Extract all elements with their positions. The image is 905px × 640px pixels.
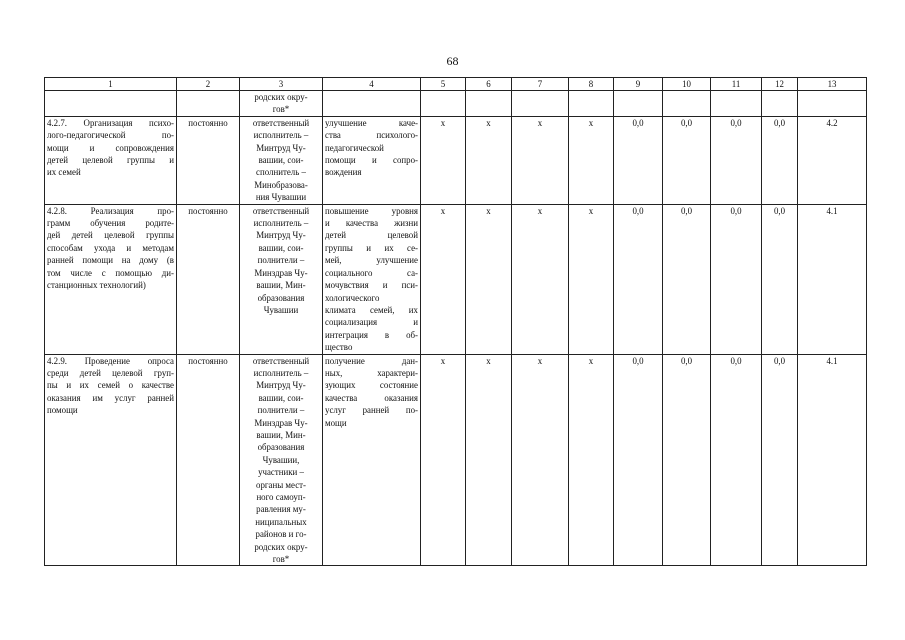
text-line: исполнитель – xyxy=(253,218,309,229)
column-number-10: 10 xyxy=(663,78,711,91)
text-line: интеграция в об- xyxy=(325,329,418,340)
text-line: среди детей целевой груп- xyxy=(47,367,174,378)
cell-col-2: постоянно xyxy=(177,204,240,354)
text-line: получение дан- xyxy=(325,355,418,366)
cont-cell-7 xyxy=(512,91,569,117)
cell-col-9: 0,0 xyxy=(614,116,663,204)
table-row xyxy=(45,116,867,204)
column-number-8: 8 xyxy=(569,78,614,91)
text-line: ного самоуп- xyxy=(256,492,306,502)
cell-col-12: 0,0 xyxy=(762,204,798,354)
text-line: 4.2.9. Проведение опроса xyxy=(47,355,174,366)
text-line: ных, характери- xyxy=(325,367,418,378)
text-line: ства психолого- xyxy=(325,130,418,141)
text-line: 4.2.8. Реализация про- xyxy=(47,205,174,216)
text-line: вашии, сои- xyxy=(258,155,304,166)
text-line: оказания им услуг ранней xyxy=(47,392,174,403)
cell-col-10: 0,0 xyxy=(663,354,711,566)
text-line: социализация и xyxy=(325,317,418,328)
text-line: хологического xyxy=(325,292,380,303)
cont-cell-12 xyxy=(762,91,798,117)
text-line: вашии, сои- xyxy=(258,242,304,253)
cell-col-8: x xyxy=(569,204,614,354)
text-line: Минздрав Чу- xyxy=(254,267,308,278)
text-line: полнители – xyxy=(257,405,305,416)
text-line: ния Чувашии xyxy=(255,192,307,203)
cont-cell-3 xyxy=(240,91,323,117)
text-line: социального са- xyxy=(325,267,418,278)
text-line: Чувашии, xyxy=(262,454,300,465)
text-line: улучшение каче- xyxy=(325,117,418,128)
cell-col-9: 0,0 xyxy=(614,354,663,566)
cell-col-12: 0,0 xyxy=(762,354,798,566)
column-number-2: 2 xyxy=(177,78,240,91)
text-line: Минтруд Чу- xyxy=(256,142,306,153)
cell-col-4 xyxy=(323,204,421,354)
text-line: услуг ранней по- xyxy=(325,405,418,416)
text-line: органы мест- xyxy=(256,479,306,490)
text-line: том числе с помощью ди- xyxy=(47,267,174,278)
text-line: полнители – xyxy=(257,255,305,266)
text-line: равления му- xyxy=(256,504,306,515)
cont-cell-9 xyxy=(614,91,663,117)
text-line: станционных технологий) xyxy=(47,280,146,291)
page-number: 68 xyxy=(446,54,459,68)
text-line: исполнитель – xyxy=(253,130,309,141)
text-line: качества оказания xyxy=(325,392,418,403)
text-line: 4.2.7. Организация психо- xyxy=(47,117,174,128)
text-line: помощи и сопро- xyxy=(325,155,418,166)
text-line: климата семей, их xyxy=(325,304,418,315)
text-line: Минобразова- xyxy=(254,179,308,190)
cont-cell-5 xyxy=(421,91,466,117)
cell-col-4 xyxy=(323,354,421,566)
cell-col-2: постоянно xyxy=(177,116,240,204)
cell-col-7: x xyxy=(512,204,569,354)
cell-col-1 xyxy=(45,204,177,354)
cell-col-1 xyxy=(45,116,177,204)
text-line: и качества жизни xyxy=(325,218,418,229)
text-line: повышение уровня xyxy=(325,205,418,216)
text-line: грамм обучения родите- xyxy=(47,218,174,229)
cell-col-3 xyxy=(240,204,323,354)
cell-col-6: x xyxy=(466,116,512,204)
column-number-7: 7 xyxy=(512,78,569,91)
program-table xyxy=(44,77,867,566)
column-number-5: 5 xyxy=(421,78,466,91)
text-line: родских окру- xyxy=(254,92,308,102)
text-line: их семей xyxy=(47,167,81,178)
cell-col-1 xyxy=(45,354,177,566)
text-line: мочувствия и пси- xyxy=(325,280,418,291)
text-line: Минтруд Чу- xyxy=(256,380,306,391)
cont-cell-8 xyxy=(569,91,614,117)
continuation-row xyxy=(45,91,867,117)
text-line: вашии, Мин- xyxy=(256,280,306,291)
cell-col-2: постоянно xyxy=(177,354,240,566)
text-line: родских окру- xyxy=(254,541,308,552)
cell-col-13: 4.2 xyxy=(798,116,867,204)
cell-col-9: 0,0 xyxy=(614,204,663,354)
cont-cell-6 xyxy=(466,91,512,117)
cell-col-6: x xyxy=(466,204,512,354)
text-line: детей целевой xyxy=(325,230,418,241)
table-row xyxy=(45,204,867,354)
cell-col-10: 0,0 xyxy=(663,116,711,204)
cell-col-7: x xyxy=(512,354,569,566)
text-line: исполнитель – xyxy=(253,367,309,378)
cont-cell-13 xyxy=(798,91,867,117)
cell-col-11: 0,0 xyxy=(711,116,762,204)
text-line: районов и го- xyxy=(255,529,307,540)
text-line: ответственный xyxy=(252,117,310,128)
cont-cell-10 xyxy=(663,91,711,117)
column-number-9: 9 xyxy=(614,78,663,91)
cell-col-8: x xyxy=(569,354,614,566)
text-line: ответственный xyxy=(252,205,310,216)
text-line: мощи xyxy=(325,417,347,428)
text-line: гов* xyxy=(272,554,290,565)
text-line: ранней помощи на дому (в xyxy=(47,255,174,266)
text-line: щество xyxy=(325,342,353,353)
text-line: пы и их семей о качестве xyxy=(47,380,174,391)
cell-col-11: 0,0 xyxy=(711,204,762,354)
cell-col-8: x xyxy=(569,116,614,204)
text-line: Минтруд Чу- xyxy=(256,230,306,241)
cell-col-10: 0,0 xyxy=(663,204,711,354)
text-line: детей целевой группы и xyxy=(47,155,174,166)
cont-cell-4 xyxy=(323,91,421,117)
cell-col-3 xyxy=(240,354,323,566)
cell-col-3 xyxy=(240,116,323,204)
column-number-3: 3 xyxy=(240,78,323,91)
cont-cell-1 xyxy=(45,91,177,117)
text-line: педагогической xyxy=(325,142,384,153)
text-line: образования xyxy=(257,442,305,453)
cell-col-5: x xyxy=(421,204,466,354)
text-line: вашии, Мин- xyxy=(256,429,306,440)
cell-col-13: 4.1 xyxy=(798,204,867,354)
text-line: ответственный xyxy=(252,355,310,366)
cell-col-6: x xyxy=(466,354,512,566)
text-line: зующих состояние xyxy=(325,380,418,391)
text-line: группы и их се- xyxy=(325,242,418,253)
text-line: гов* xyxy=(272,104,290,115)
cell-col-7: x xyxy=(512,116,569,204)
cell-col-12: 0,0 xyxy=(762,116,798,204)
column-number-row xyxy=(45,78,867,91)
text-line: образования xyxy=(257,292,305,303)
cell-col-5: x xyxy=(421,116,466,204)
column-number-1: 1 xyxy=(45,78,177,91)
text-line: вождения xyxy=(325,167,362,178)
text-line: участники – xyxy=(258,467,304,478)
column-number-11: 11 xyxy=(711,78,762,91)
text-line: мощи и сопровождения xyxy=(47,142,174,153)
text-line: Минздрав Чу- xyxy=(254,417,308,428)
column-number-13: 13 xyxy=(798,78,867,91)
cont-cell-11 xyxy=(711,91,762,117)
cell-col-13: 4.1 xyxy=(798,354,867,566)
cell-col-4 xyxy=(323,116,421,204)
text-line: мей, улучшение xyxy=(325,255,418,266)
column-number-6: 6 xyxy=(466,78,512,91)
column-number-4: 4 xyxy=(323,78,421,91)
column-number-12: 12 xyxy=(762,78,798,91)
table-row xyxy=(45,354,867,566)
text-line: вашии, сои- xyxy=(258,392,304,403)
cont-cell-2 xyxy=(177,91,240,117)
text-line: помощи xyxy=(47,405,78,416)
cell-col-5: x xyxy=(421,354,466,566)
text-line: способам ухода и методам xyxy=(47,242,174,253)
text-line: лого-педагогической по- xyxy=(47,130,174,141)
text-line: дей детей целевой группы xyxy=(47,230,174,241)
text-line: ниципальных xyxy=(255,516,307,527)
text-line: сполнитель – xyxy=(256,167,306,178)
text-line: Чувашии xyxy=(263,304,299,315)
cell-col-11: 0,0 xyxy=(711,354,762,566)
